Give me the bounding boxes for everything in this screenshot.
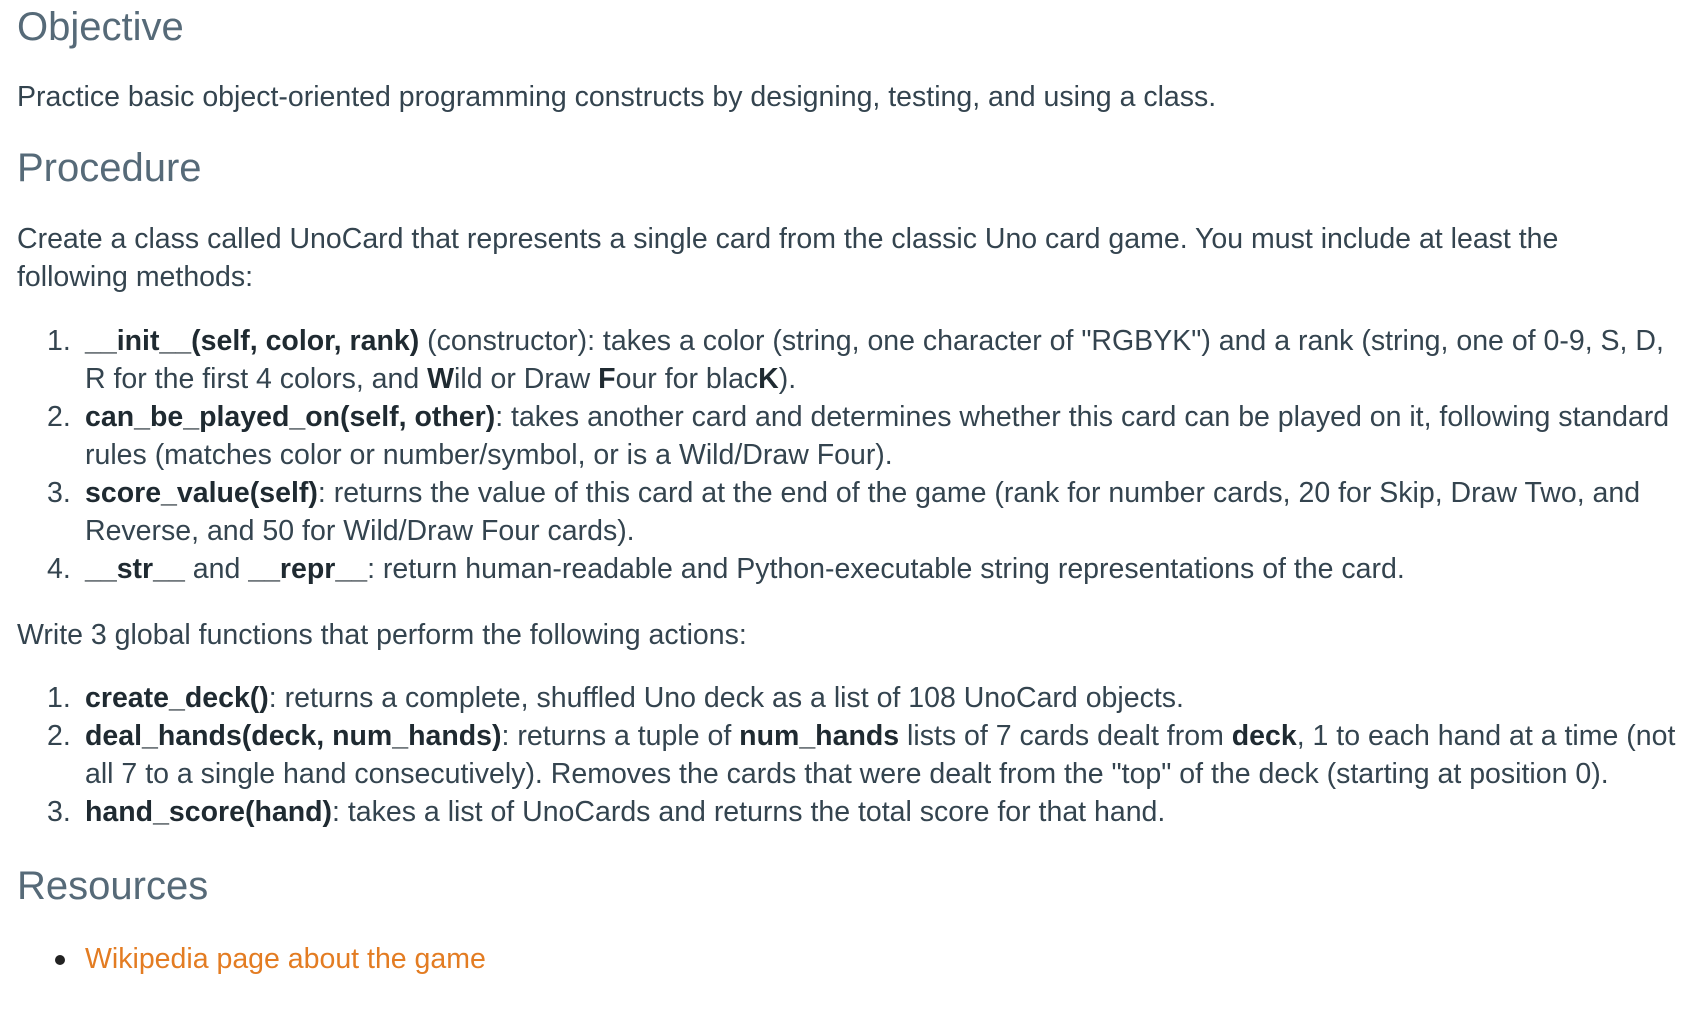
- bold-term: K: [758, 363, 779, 395]
- procedure-heading: Procedure: [17, 146, 202, 190]
- procedure-intro: Create a class called UnoCard that represents a single card from the classic Uno card game. You must include at least the following methods:: [17, 223, 1559, 293]
- description-text: ).: [778, 363, 797, 395]
- bold-term: score_value(self): [85, 477, 318, 509]
- description-text: : returns a complete, shuffled Uno deck as a list of 108 UnoCard objects.: [268, 682, 1184, 714]
- list-number: 3.: [47, 477, 71, 509]
- objective-text: Practice basic object-oriented programming constructs by designing, testing, and using a class.: [17, 81, 1217, 113]
- function-item: [17, 717, 1685, 793]
- method-item: [17, 398, 1685, 474]
- bold-term: __str__: [85, 553, 185, 585]
- functions-list: [17, 679, 1685, 831]
- list-number: 4.: [47, 553, 71, 585]
- method-item: [17, 474, 1685, 550]
- bold-term: __repr__: [248, 553, 368, 585]
- list-number: 2.: [47, 720, 71, 752]
- description-text: ild or Draw: [454, 363, 599, 395]
- description-text: , 1 to each hand at a time (not all 7 to a single hand consecutively). Removes the cards that were dealt from the "top" of the deck (starting at position 0).: [85, 720, 1676, 790]
- bold-term: F: [598, 363, 616, 395]
- bold-term: deal_hands(deck, num_hands): [85, 720, 502, 752]
- description-text: : takes a list of UnoCards and returns the total score for that hand.: [332, 796, 1166, 828]
- bold-term: can_be_played_on(self, other): [85, 401, 496, 433]
- bullet-icon: [55, 955, 65, 965]
- functions-intro: Write 3 global functions that perform the following actions:: [17, 619, 747, 651]
- description-text: : return human-readable and Python-executable string representations of the card.: [367, 553, 1405, 585]
- list-number: 1.: [47, 325, 71, 357]
- method-item: [17, 322, 1685, 398]
- description-text: : returns a tuple of: [501, 720, 740, 752]
- objective-heading: Objective: [17, 5, 184, 49]
- description-text: and: [184, 553, 249, 585]
- list-number: 1.: [47, 682, 71, 714]
- bold-term: W: [427, 363, 455, 395]
- description-text: (constructor): takes a color (string, one character of "RGBYK") and a rank (string, one of 0-9, S, D, R for the first 4 colors, and: [85, 325, 1664, 395]
- resource-item: [17, 940, 1685, 978]
- function-item: [17, 793, 1685, 831]
- description-text: : returns the value of this card at the end of the game (rank for number cards, 20 for Skip, Draw Two, and Reverse, and 50 for Wild/Draw Four cards).: [85, 477, 1641, 547]
- bold-term: __init__(self, color, rank): [85, 325, 420, 357]
- method-item: [17, 550, 1685, 588]
- bold-term: num_hands: [739, 720, 900, 752]
- list-number: 2.: [47, 401, 71, 433]
- wikipedia-link[interactable]: Wikipedia page about the game: [85, 943, 486, 975]
- function-item: [17, 679, 1685, 717]
- list-number: 3.: [47, 796, 71, 828]
- bold-term: hand_score(hand): [85, 796, 333, 828]
- resources-heading: Resources: [17, 864, 209, 908]
- description-text: lists of 7 cards dealt from: [899, 720, 1232, 752]
- resources-list: [17, 940, 1685, 978]
- bold-term: deck: [1231, 720, 1297, 752]
- description-text: our for blac: [615, 363, 759, 395]
- description-text: : takes another card and determines whether this card can be played on it, following standard rules (matches color or number/symbol, or is a Wild/Draw Four).: [85, 401, 1670, 471]
- bold-term: create_deck(): [85, 682, 269, 714]
- methods-list: [17, 322, 1685, 588]
